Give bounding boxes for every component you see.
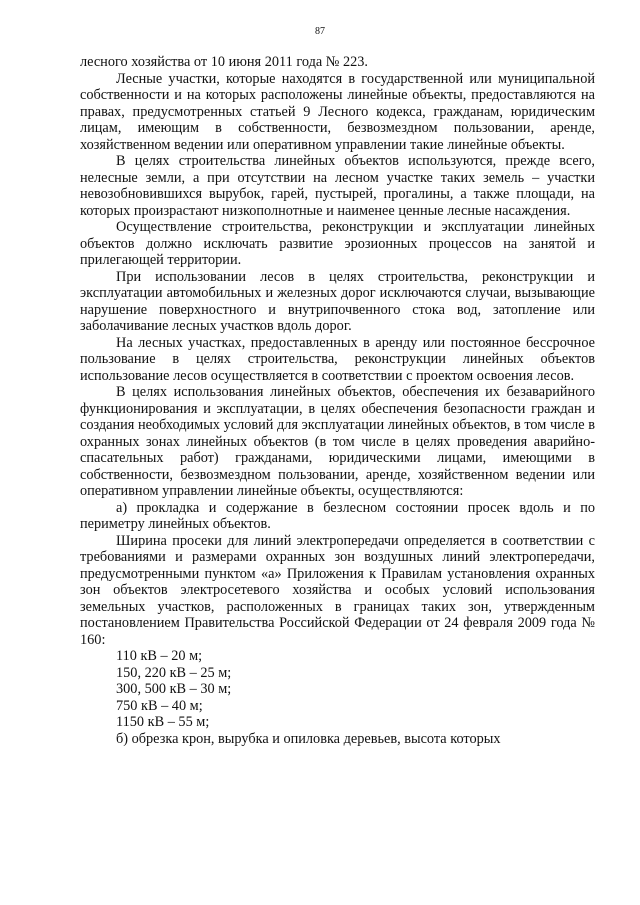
paragraph: Ширина просеки для линий электропередачи определяется в соответствии с требованиями и размерами охранных зон воздушных линий электропередачи, предусмотренными пунктом «а» Приложения к Правилам установления охранных зон объектов электросетевого хозяйства и особых условий использования земельных участков, расположенных в границах таких зон, утвержденным постановлением Правительства Российской Федерации от 24 февраля 2009 года № 160: <box>80 532 595 648</box>
paragraph: В целях использования линейных объектов, обеспечения их безаварийного функционирования и эксплуатации, в целях обеспечения безопасности граждан и создания необходимых условий для эксплуатации линейных объектов, в том числе в охранных зонах линейных объектов (в том числе в целях проведения аварийно-спасательных работ) гражданами, юридическими лицами, имеющими в собственности, безвозмездном пользовании, аренде, хозяйственном ведении или оперативном управлении линейные объекты, осуществляются: <box>80 384 595 499</box>
paragraph: б) обрезка крон, вырубка и опиловка деревьев, высота которых <box>116 730 501 747</box>
list-item: 750 кВ – 40 м; <box>116 697 203 714</box>
page-number: 87 <box>315 26 325 37</box>
list-item: 1150 кВ – 55 м; <box>116 714 210 730</box>
paragraph: В целях строительства линейных объектов используются, прежде всего, нелесные земли, а при отсутствии на лесном участке таких земель – участки невозобновившихся вырубок, гарей, пустырей, прогалины, а также площади, на которых произрастают низкополнотные и наименее ценные лесные насаждения. <box>80 153 595 219</box>
list-item: 300, 500 кВ – 30 м; <box>116 681 232 697</box>
paragraph: а) прокладка и содержание в безлесном состоянии просек вдоль и по периметру линейных объектов. <box>80 499 595 532</box>
paragraph: Осуществление строительства, реконструкции и эксплуатации линейных объектов должно исключать развитие эрозионных процессов на занятой и прилегающей территории. <box>80 219 595 268</box>
paragraph: Лесные участки, которые находятся в государственной или муниципальной собственности и на которых расположены линейные объекты, предоставляются на правах, предусмотренных статьей 9 Лесного кодекса, гражданам, юридическим лицам, имеющим в собственности, безвозмездном пользовании, аренде, хозяйственном ведении или оперативном управлении такие линейные объекты. <box>80 70 595 153</box>
paragraph: На лесных участках, предоставленных в аренду или постоянное бессрочное пользование в целях строительства, реконструкции линейных объектов использование лесов осуществляется в соответствии с проектом освоения лесов. <box>80 334 595 384</box>
voltage-width-list <box>80 648 595 731</box>
list-item: 150, 220 кВ – 25 м; <box>116 664 232 681</box>
paragraph: лесного хозяйства от 10 июня 2011 года № 223. <box>80 54 369 70</box>
paragraph: При использовании лесов в целях строительства, реконструкции и эксплуатации автомобильных и железных дорог исключаются случаи, вызывающие нарушение поверхностного и внутрипочвенного стока вод, затопление или заболачивание лесных участков вдоль дорог. <box>80 268 595 334</box>
document-body <box>80 54 595 747</box>
list-item: 110 кВ – 20 м; <box>116 648 203 664</box>
